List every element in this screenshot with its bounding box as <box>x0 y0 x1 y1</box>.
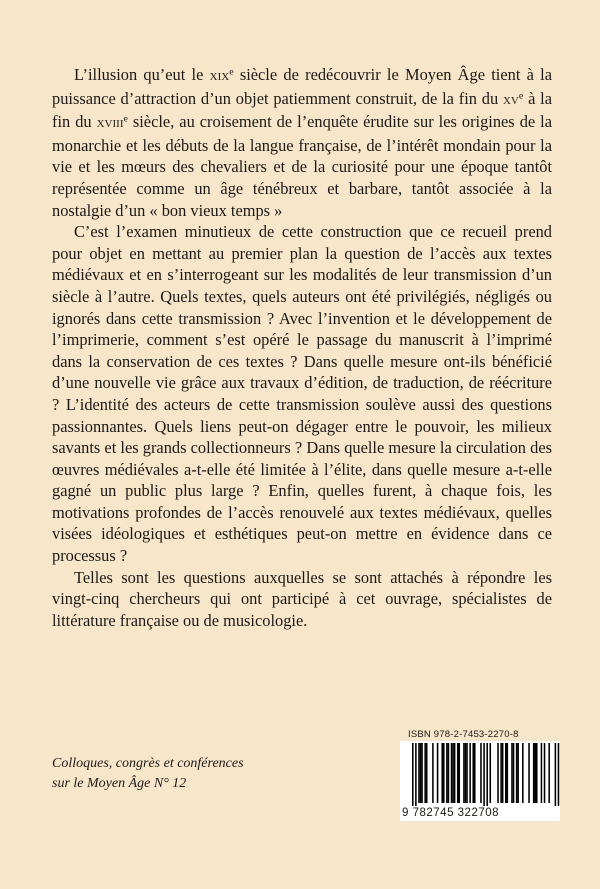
barcode-bar <box>466 743 468 803</box>
barcode-bar <box>441 743 443 803</box>
paragraph-1-part-3: à la fin du <box>52 88 552 132</box>
paragraph-1-part-1: L’illusion qu’eut le <box>74 65 210 84</box>
barcode-bar <box>548 743 550 803</box>
barcode-bar <box>418 743 420 803</box>
barcode-digits: 9 782745 322708 <box>400 806 560 821</box>
isbn-label: ISBN 978-2-7453-2270-8 <box>408 729 519 740</box>
barcode-bar <box>432 743 434 803</box>
barcode-bar <box>541 743 543 803</box>
paragraph-1-part-2: siècle de redécouvrir le Moyen Âge tient à la puissance d’attraction d’un objet patiemment construit, de la fin du <box>52 65 552 108</box>
barcode-bar <box>483 743 485 809</box>
barcode-bar <box>507 743 509 803</box>
barcode-bar <box>558 743 560 809</box>
barcode-bar <box>424 743 426 803</box>
barcode-bar <box>421 743 423 803</box>
barcode-bar <box>500 743 502 803</box>
ordinal-suffix: e <box>123 113 128 125</box>
barcode-bar <box>486 743 488 809</box>
barcode-bar <box>420 743 422 803</box>
ordinal-suffix: e <box>518 90 524 102</box>
back-cover-text <box>52 64 552 631</box>
barcode-bar <box>463 743 465 803</box>
barcode-bar <box>452 743 454 803</box>
barcode-bar <box>469 743 471 803</box>
barcode-bar <box>457 743 459 803</box>
barcode-bar <box>472 743 474 803</box>
barcode-bar <box>497 743 499 803</box>
series-line-2: sur le Moyen Âge N° 12 <box>52 776 187 791</box>
barcode-bar <box>415 743 417 809</box>
barcode-bar <box>533 743 535 803</box>
paragraph-3: Telles sont les questions auxquelles se sont attachés à répondre les vingt-cinq chercheurs qui ont participé à cet ouvrage, spécialistes de littérature française ou de musicologie. <box>52 567 552 630</box>
paragraph-1-part-4: siècle, au croisement de l’enquête érudite sur les origines de la monarchie et les débuts de la langue française, de l’intérêt mondain pour la vie et les mœurs des chevaliers et de la curiosité pour une époque tantôt représentée comme un âge ténébreux et barbare, tantôt associée à la nostalgie d’un « bon vieux temps » <box>52 112 552 220</box>
barcode-bar <box>480 743 482 803</box>
barcode-bar <box>534 743 536 803</box>
barcode-bar <box>513 743 515 803</box>
century-numeral-15: xv <box>502 91 519 108</box>
barcode-bar <box>528 743 530 803</box>
barcode <box>400 741 560 809</box>
paragraph-2: C’est l’examen minutieux de cette construction que ce recueil prend pour objet en mettant au premier plan la question de l’accès aux textes médiévaux et en s’interrogeant sur les modalités de leur transmission d’un siècle à l’autre. Quels textes, quels auteurs ont été privilégiés, négligés ou ignorés dans cette transmission ? Avec l’invention et le développement de l’imprimerie, comment s’est opéré le passage du manuscrit à l’imprimé dans la conservation de ces textes ? Dans quelle mesure ont-ils bénéficié d’une nouvelle vie grâce aux travaux d’édition, de traduction, de réécriture ? L’identité des acteurs de cette transmission soulève aussi des questions passionnantes. Quels liens peut-on dégager entre le pouvoir, les milieux savants et les grands collectionneurs ? Dans quelle mesure la circulation des œuvres médiévales a-t-elle été limitée à l’élite, dans quelle mesure a-t-elle gagné un public plus large ? Enfin, quelles furent, à chaque fois, les motivations profondes de l’accès renouvelé aux textes médiévaux, quelles visées idéologiques et esthétiques peut-on mettre en évidence dans ce processus ? <box>52 222 552 566</box>
barcode-bar <box>459 743 461 803</box>
barcode-bar <box>448 743 450 803</box>
series-line-1: Colloques, congrès et conférences <box>52 756 244 771</box>
barcode-bar <box>474 743 476 803</box>
barcode-bar <box>451 743 453 803</box>
barcode-bar <box>446 743 448 803</box>
ordinal-suffix: e <box>229 66 234 78</box>
century-numeral-19: xix <box>209 68 230 84</box>
barcode-bar <box>544 743 546 803</box>
paragraph-1 <box>52 64 552 221</box>
century-numeral-18: xviii <box>96 115 124 132</box>
barcode-bar <box>517 743 519 803</box>
barcode-bar <box>426 743 428 803</box>
barcode-bar <box>511 743 513 803</box>
barcode-bar <box>555 743 557 809</box>
barcode-bar <box>505 743 507 803</box>
barcode-graphic <box>400 741 560 809</box>
barcode-bar <box>454 743 456 803</box>
barcode-bar <box>490 743 492 803</box>
barcode-bar <box>516 743 518 803</box>
barcode-bar <box>443 743 445 803</box>
barcode-bar <box>536 743 538 803</box>
barcode-bar <box>437 743 439 803</box>
barcode-bar <box>412 743 414 809</box>
barcode-bar <box>522 743 524 803</box>
series-title <box>52 754 244 794</box>
barcode-bar <box>502 743 504 803</box>
barcode-bar <box>465 743 467 803</box>
